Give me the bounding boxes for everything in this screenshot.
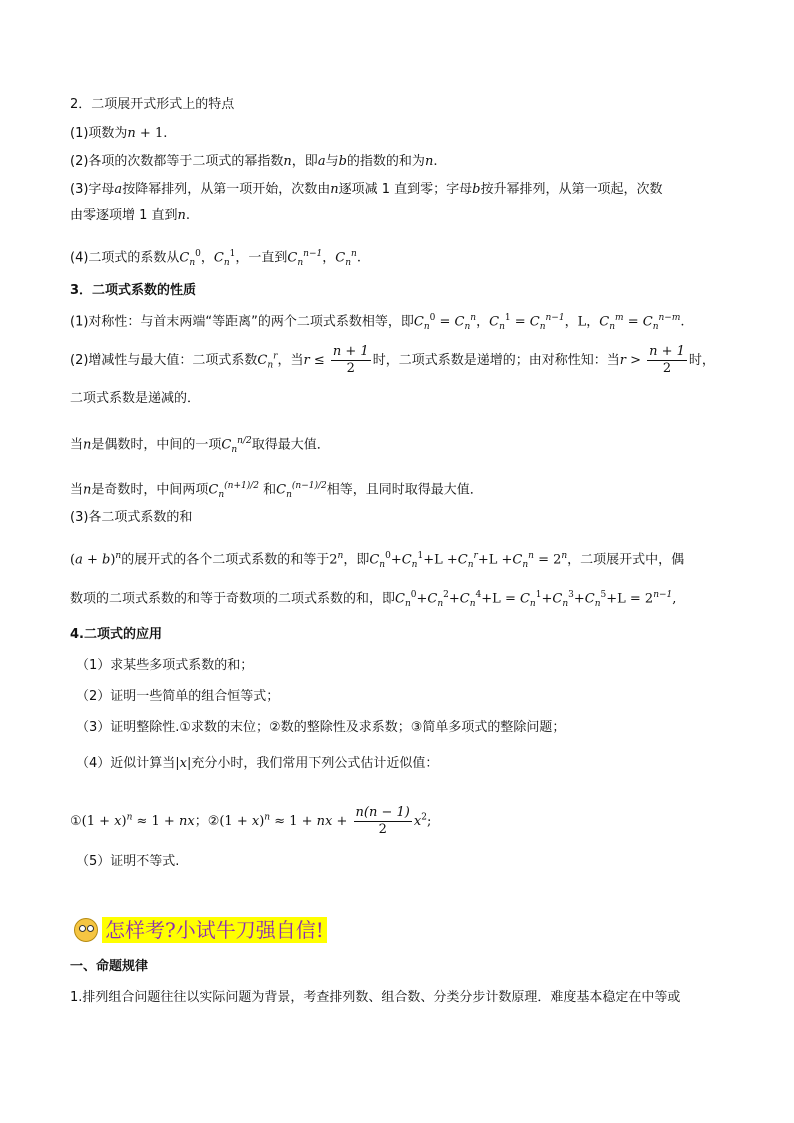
rules-heading: 一、命题规律: [70, 959, 149, 974]
sec4-formulas: ①(1 + x)$^n$ ≈ 1 + nx；②(1 + x)$^n$ ≈ 1 + nx + $\frac{n(n - 1)}{2}$ $x^2$;: [70, 805, 432, 837]
sec3-monotonic: (2)增减性与最大值：二项式系数$C_n^r$，当r ≤ $\frac{n + 1}{2}$ 时，二项式系数是递增的；由对称性知：当r > $\frac{n + 1}{2}$ 时，: [70, 344, 715, 376]
banner-title: 怎样考?小试牛刀强自信!: [102, 917, 327, 943]
sec3-symmetry: (1)对称性：与首末两端“等距离”的两个二项式系数相等，即$C_n^0 = C_n^n$，$C_n^1 = C_n^{n-1}$，L，$C_n^m = C_n^{n-m}$.: [70, 313, 685, 332]
exam-banner: [74, 916, 327, 944]
sec4-item-1: （1）求某些多项式系数的和；: [76, 658, 254, 673]
rules-paragraph-1: 1.排列组合问题往往以实际问题为背景，考查排列数、组合数、分类分步计数原理．难度基本稳定在中等或: [70, 990, 681, 1005]
sec4-item-2: （2）证明一些简单的组合恒等式；: [76, 689, 280, 704]
sec2-item-2: (2)各项的次数都等于二项式的幂指数n，即a与b的指数的和为n.: [70, 154, 438, 169]
sec2-item-3-cont: 由零逐项增 1 直到n.: [70, 208, 191, 223]
sec3-sum-heading: (3)各二项式系数的和: [70, 510, 193, 525]
sec3-even: 当n是偶数时，中间的一项$C_n^{n/2}$取得最大值．: [70, 436, 330, 455]
sec4-item-5: （5）证明不等式.: [76, 854, 180, 869]
sec2-item-1: (1)项数为n + 1.: [70, 126, 168, 141]
sec3-odd: 当n是奇数时，中间两项$C_n^{(n+1)/2}$ 和$C_n^{(n-1)/2}$相等，且同时取得最大值．: [70, 481, 483, 500]
sec2-item-3: (3)字母a按降幂排列，从第一项开始，次数由n逐项减 1 直到零；字母b按升幂排列，从第一项起，次数: [70, 182, 663, 197]
section-3-heading: 3．二项式系数的性质: [70, 283, 197, 298]
sec3-sum-line-2: 数项的二项式系数的和等于奇数项的二项式系数的和，即$C_n^0+C_n^2+C_n^4+L = C_n^1+C_n^3+C_n^5+L = 2^{n-1}$,: [70, 590, 677, 609]
section-4-heading: 4.二项式的应用: [70, 627, 162, 642]
sec2-item-4: (4)二项式的系数从$C_n^0$，$C_n^1$，一直到$C_n^{n-1}$，$C_n^n$.: [70, 249, 361, 268]
sec4-item-3: （3）证明整除性.①求数的末位；②数的整除性及求系数；③简单多项式的整除问题；: [76, 720, 566, 735]
sec3-monotonic-cont: 二项式系数是递减的．: [70, 391, 201, 406]
sec4-item-4: （4）近似计算当|x|充分小时，我们常用下列公式估计近似值：: [76, 756, 439, 771]
confused-face-icon: [74, 918, 98, 942]
section-2-heading: 2．二项展开式形式上的特点: [70, 97, 235, 112]
sec3-sum-line: $(a + b)^n$的展开式的各个二项式系数的和等于2$^n$，即$C_n^0+C_n^1+L +C_n^r+L +C_n^n = 2^n$，二项展开式中，偶: [70, 551, 685, 570]
